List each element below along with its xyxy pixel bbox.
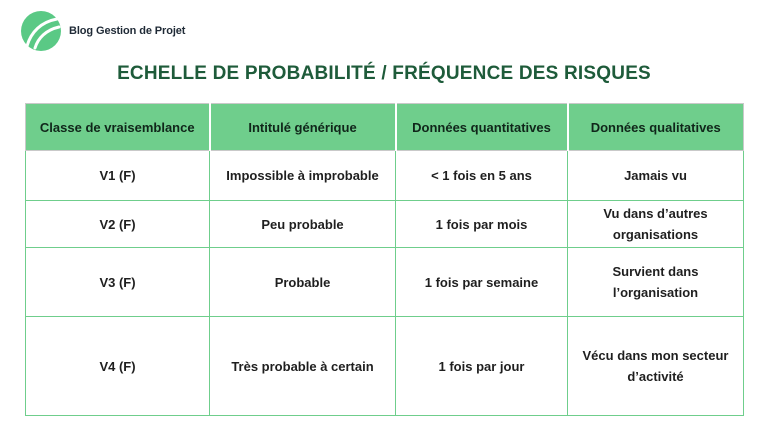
cell-classe: V3 (F) — [26, 248, 210, 317]
cell-qualitatives: Vécu dans mon secteur d’activité — [568, 317, 744, 416]
cell-classe: V2 (F) — [26, 201, 210, 248]
cell-intitule: Impossible à improbable — [210, 151, 396, 201]
cell-qualitatives: Vu dans d’autres organisations — [568, 201, 744, 248]
page-title: ECHELLE DE PROBABILITÉ / FRÉQUENCE DES RISQUES — [117, 63, 651, 84]
header-quantitatives: Données quantitatives — [396, 104, 568, 151]
cell-intitule: Probable — [210, 248, 396, 317]
header-qualitatives: Données qualitatives — [568, 104, 744, 151]
brand-name: Blog Gestion de Projet — [69, 25, 186, 37]
cell-intitule: Peu probable — [210, 201, 396, 248]
cell-classe: V1 (F) — [26, 151, 210, 201]
cell-classe: V4 (F) — [26, 317, 210, 416]
table-row — [26, 248, 744, 317]
table-header-row — [26, 104, 744, 151]
header-intitule: Intitulé générique — [210, 104, 396, 151]
cell-quantitatives: 1 fois par jour — [396, 317, 568, 416]
table-row — [26, 317, 744, 416]
cell-quantitatives: 1 fois par semaine — [396, 248, 568, 317]
header-classe: Classe de vraisemblance — [26, 104, 210, 151]
cell-quantitatives: < 1 fois en 5 ans — [396, 151, 568, 201]
cell-qualitatives: Survient dans l’organisation — [568, 248, 744, 317]
blog-logo[interactable] — [19, 10, 185, 52]
cell-intitule: Très probable à certain — [210, 317, 396, 416]
cell-quantitatives: 1 fois par mois — [396, 201, 568, 248]
probability-scale-table — [25, 103, 744, 416]
table-row — [26, 151, 744, 201]
table-row — [26, 201, 744, 248]
leaf-logo-icon — [19, 10, 63, 52]
cell-qualitatives: Jamais vu — [568, 151, 744, 201]
